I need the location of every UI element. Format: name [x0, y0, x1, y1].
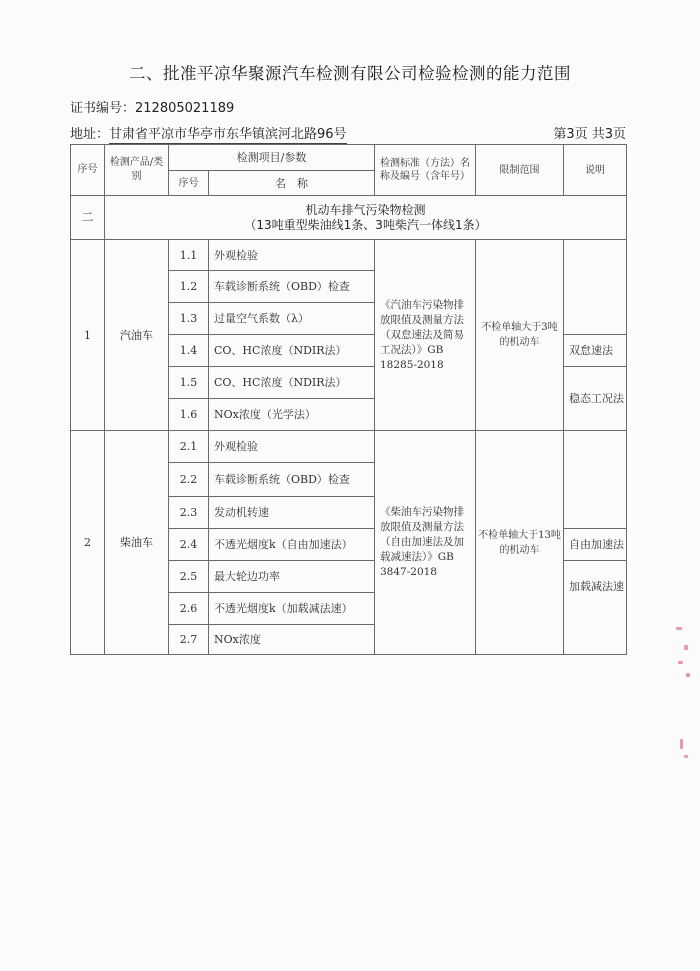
cert-label: 证书编号： — [70, 101, 136, 116]
header-seq: 序号 — [71, 145, 105, 196]
group-limit: 不检单轴大于13吨的机动车 — [476, 431, 564, 655]
item-name: 发动机转速 — [209, 497, 375, 529]
group-product: 汽油车 — [105, 240, 169, 431]
header-item-name: 名 称 — [209, 171, 375, 196]
address-label: 地址： — [70, 127, 110, 142]
section-title — [105, 196, 627, 240]
item-seq: 1.6 — [169, 399, 209, 431]
item-seq: 2.5 — [169, 561, 209, 593]
section-title-line2: （13吨重型柴油线1条、3吨柴汽一体线1条） — [244, 217, 487, 232]
item-seq: 2.3 — [169, 497, 209, 529]
group-limit: 不检单轴大于3吨的机动车 — [476, 240, 564, 431]
group-note-blank — [564, 240, 627, 335]
address-line — [70, 123, 347, 142]
cert-number: 212805021189 — [135, 101, 235, 116]
header-product: 检测产品/类别 — [105, 145, 169, 196]
item-name: 不透光烟度k（自由加速法） — [209, 529, 375, 561]
group-note: 稳态工况法 — [564, 367, 627, 431]
group-seq: 1 — [71, 240, 105, 431]
page-info: 第3页 共3页 — [553, 127, 626, 142]
header-note: 说明 — [564, 145, 627, 196]
item-name: 过量空气系数（λ） — [209, 303, 375, 335]
seal-fragment — [670, 615, 700, 775]
header-item-seq: 序号 — [169, 171, 209, 196]
header-item-group: 检测项目/参数 — [169, 145, 375, 171]
group-product: 柴油车 — [105, 431, 169, 655]
item-seq: 2.4 — [169, 529, 209, 561]
item-name: 外观检验 — [209, 431, 375, 463]
item-name: 最大轮边功率 — [209, 561, 375, 593]
item-name: NOx浓度 — [209, 625, 375, 655]
item-seq: 1.4 — [169, 335, 209, 367]
item-seq: 2.7 — [169, 625, 209, 655]
item-seq: 2.1 — [169, 431, 209, 463]
page-title: 二、批准平凉华聚源汽车检测有限公司检验检测的能力范围 — [129, 64, 571, 83]
item-name: 不透光烟度k（加载减法速） — [209, 593, 375, 625]
group-note-blank — [564, 431, 627, 529]
item-seq: 2.6 — [169, 593, 209, 625]
item-seq: 2.2 — [169, 463, 209, 497]
item-seq: 1.3 — [169, 303, 209, 335]
section-seq: 二 — [71, 196, 105, 240]
group-standard: 《柴油车污染物排放限值及测量方法（自由加速法及加载减速法）》GB 3847-2018 — [375, 431, 476, 655]
cert-number-line — [70, 97, 234, 116]
item-name: 外观检验 — [209, 240, 375, 271]
item-name: 车载诊断系统（OBD）检查 — [209, 271, 375, 303]
item-name: NOx浓度（光学法） — [209, 399, 375, 431]
header-standard: 检测标准（方法）名称及编号（含年号） — [375, 145, 476, 196]
item-name: 车载诊断系统（OBD）检查 — [209, 463, 375, 497]
item-name: CO、HC浓度（NDIR法） — [209, 335, 375, 367]
group-seq: 2 — [71, 431, 105, 655]
group-note: 双怠速法 — [564, 335, 627, 367]
item-seq: 1.1 — [169, 240, 209, 271]
scope-table — [70, 144, 627, 655]
item-seq: 1.2 — [169, 271, 209, 303]
section-title-line1: 机动车排气污染物检测 — [305, 202, 426, 217]
item-name: CO、HC浓度（NDIR法） — [209, 367, 375, 399]
group-note: 加载减法速 — [564, 561, 627, 655]
header-limit: 限制范围 — [476, 145, 564, 196]
group-note: 自由加速法 — [564, 529, 627, 561]
address-value: 甘肃省平凉市华亭市东华镇滨河北路96号 — [109, 127, 347, 142]
item-seq: 1.5 — [169, 367, 209, 399]
group-standard: 《汽油车污染物排放限值及测量方法（双怠速法及简易工况法）》GB 18285-2018 — [375, 240, 476, 431]
